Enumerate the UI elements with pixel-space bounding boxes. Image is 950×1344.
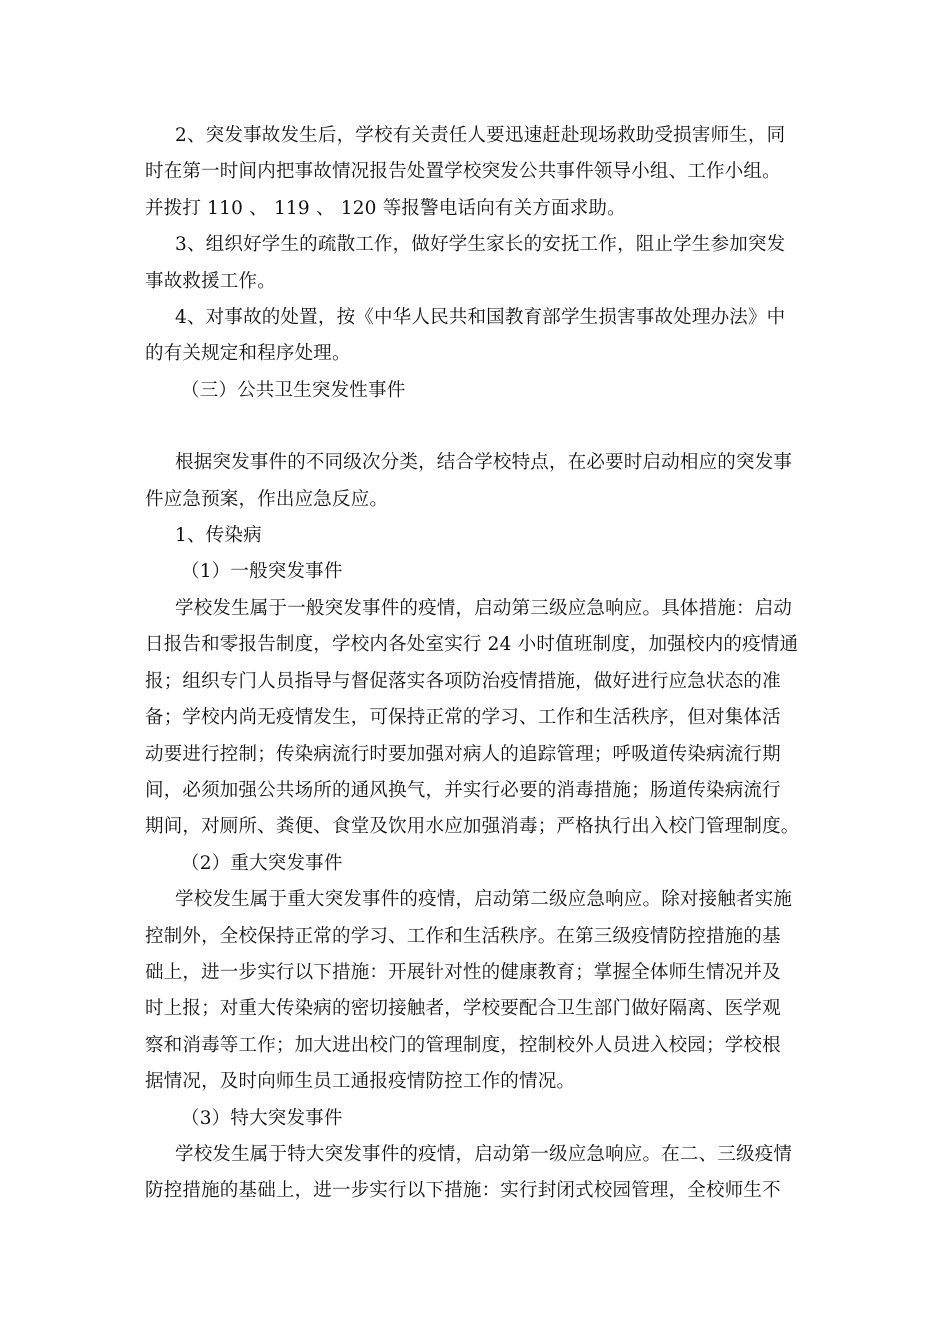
- paragraph-classification: [145, 445, 815, 518]
- paragraph-handling: [145, 300, 815, 373]
- text-line: 并拨打 110 、 119 、 120 等报警电话向有关方面求助。: [145, 197, 626, 219]
- subheading-major-event: （2）重大突发事件: [181, 852, 343, 874]
- text-line: 日报告和零报告制度，学校内各处室实行 24 小时值班制度，加强校内的疫情通: [145, 634, 799, 656]
- text-line: 学校发生属于重大突发事件的疫情，启动第二级应急响应。除对接触者实施: [175, 889, 793, 911]
- text-line: 础上，进一步实行以下措施：开展针对性的健康教育；掌握全体师生情况并及: [145, 961, 781, 983]
- text-line: 防控措施的基础上，进一步实行以下措施：实行封闭式校园管理，全校师生不: [145, 1180, 781, 1202]
- subheading-infectious-disease: 1、传染病: [175, 525, 262, 547]
- document-body: [145, 118, 815, 1210]
- text-line: 件应急预案，作出应急反应。: [145, 488, 389, 510]
- text-line: 报；组织专门人员指导与督促落实各项防治疫情措施，做好进行应急状态的准: [145, 670, 781, 692]
- text-line: 备；学校内尚无疫情发生，可保持正常的学习、工作和生活秩序，但对集体活: [145, 707, 781, 729]
- text-line: 据情况，及时向师生员工通报疫情防控工作的情况。: [145, 1071, 576, 1093]
- text-line: 3、组织好学生的疏散工作，做好学生家长的安抚工作，阻止学生参加突发: [175, 234, 786, 256]
- text-line: 4、对事故的处置，按《中华人民共和国教育部学生损害事故处理办法》中: [175, 307, 786, 329]
- text-line: 控制外，全校保持正常的学习、工作和生活秩序。在第三级疫情防控措施的基: [145, 925, 781, 947]
- paragraph-evacuation: [145, 227, 815, 300]
- text-line: 察和消毒等工作；加大进出校门的管理制度，控制校外人员进入校园；学校根: [145, 1034, 781, 1056]
- paragraph-accident-report: [145, 118, 815, 227]
- text-line: 时上报；对重大传染病的密切接触者，学校要配合卫生部门做好隔离、医学观: [145, 998, 781, 1020]
- text-line: 间，必须加强公共场所的通风换气，并实行必要的消毒措施；肠道传染病流行: [145, 779, 781, 801]
- text-line: 学校发生属于特大突发事件的疫情，启动第一级应急响应。在二、三级疫情: [175, 1143, 793, 1165]
- paragraph-major-event: [145, 882, 815, 1100]
- subheading-general-event: （1）一般突发事件: [181, 561, 343, 583]
- text-line: 的有关规定和程序处理。: [145, 343, 351, 365]
- text-line: 期间，对厕所、粪便、食堂及饮用水应加强消毒；严格执行出入校门管理制度。: [145, 816, 800, 838]
- section-heading-public-health: （三）公共卫生突发性事件: [181, 379, 406, 401]
- blank-line: [145, 409, 815, 445]
- text-line: 学校发生属于一般突发事件的疫情，启动第三级应急响应。具体措施：启动: [175, 597, 793, 619]
- text-line: 2、突发事故发生后，学校有关责任人要迅速赶赴现场救助受损害师生，同: [175, 125, 786, 146]
- text-line: 事故救援工作。: [145, 270, 276, 292]
- paragraph-general-event: [145, 591, 815, 846]
- paragraph-extraordinary-event: [145, 1137, 815, 1210]
- subheading-extraordinary-event: （3）特大突发事件: [181, 1107, 343, 1129]
- text-line: 时在第一时间内把事故情况报告处置学校突发公共事件领导小组、工作小组。: [145, 161, 781, 183]
- text-line: 动要进行控制；传染病流行时要加强对病人的追踪管理；呼吸道传染病流行期: [145, 743, 781, 765]
- text-line: 根据突发事件的不同级次分类，结合学校特点，在必要时启动相应的突发事: [175, 452, 793, 474]
